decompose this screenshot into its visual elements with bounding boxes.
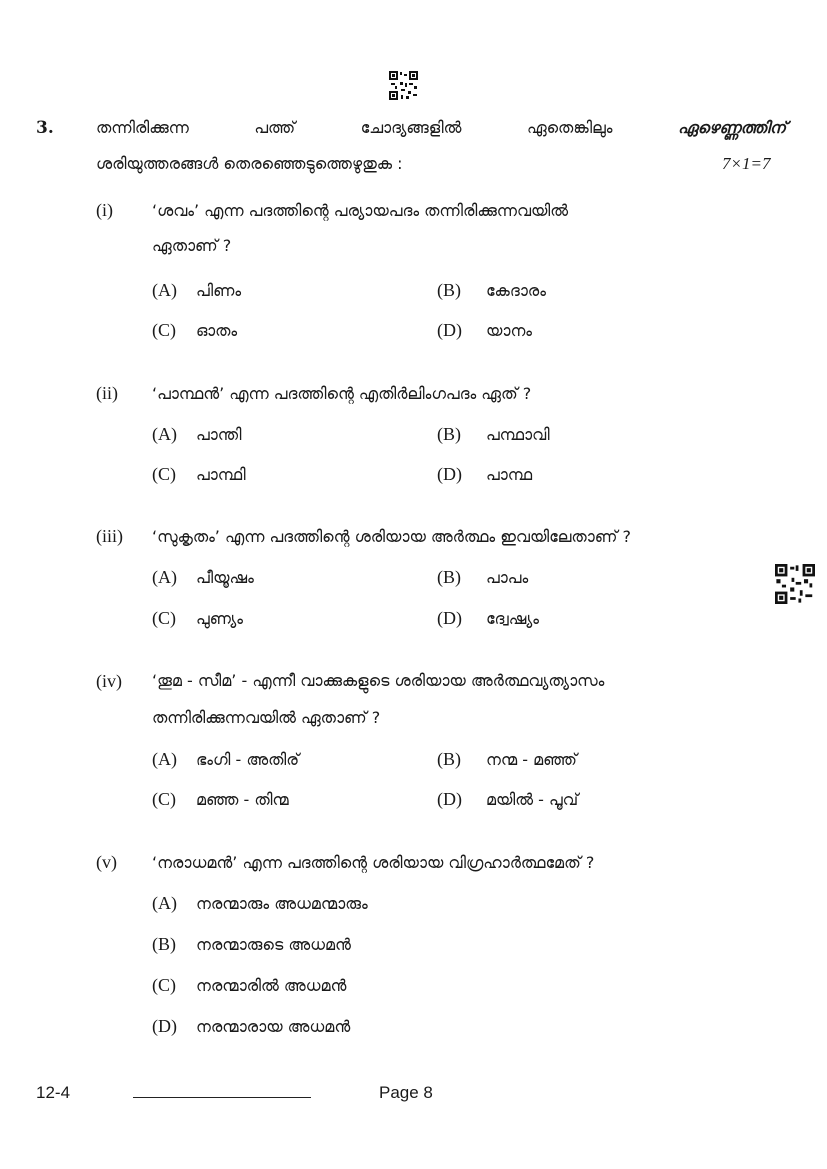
option-text: പന്ഥാവി [486, 425, 550, 444]
instruction-word: ഏതെങ്കിലും [526, 118, 613, 137]
option-text: പുണ്യം [196, 609, 243, 628]
option-text: നരന്മാരായ അധമൻ [196, 1017, 351, 1036]
option-label: (A) [152, 424, 177, 444]
paper-code: 12-4 [36, 1083, 71, 1102]
option-label: (A) [152, 893, 177, 913]
option-text: നരന്മാരുടെ അധമൻ [196, 935, 351, 954]
item-number: (iv) [96, 671, 122, 691]
footer-divider [133, 1097, 311, 1098]
option-label: (B) [437, 280, 461, 300]
option-text: നരന്മാരും അധമന്മാരും [196, 894, 368, 913]
instruction-word: തന്നിരിക്കുന്ന [96, 118, 189, 137]
instruction-word: പത്ത് [254, 118, 296, 137]
option-text: ഓതം [196, 321, 238, 340]
item-question-text: ‘തൂമ - സീമ’ - എന്നീ വാക്കുകളുടെ ശരിയായ അർത്ഥവ്യത്യാസം [152, 671, 605, 690]
item-question-text: ഏതാണ് ? [152, 236, 232, 255]
option-label: (B) [152, 934, 176, 954]
item-question-text: ‘ശവം’ എന്ന പദത്തിന്റെ പര്യായപദം തന്നിരിക്കുന്നവയിൽ [152, 201, 569, 220]
option-label: (C) [152, 320, 176, 340]
option-text: മയിൽ - പൂവ് [486, 790, 579, 809]
option-text: ഭംഗി - അതിര് [196, 750, 300, 769]
instruction-line-2: ശരിയുത്തരങ്ങൾ തെരഞ്ഞെടുത്തെഴുതുക : [96, 154, 403, 173]
option-text: നരന്മാരിൽ അധമൻ [196, 976, 347, 995]
option-label: (B) [437, 424, 461, 444]
option-text: നന്മ - മഞ്ഞ് [486, 750, 577, 769]
option-text: മഞ്ഞ - തിന്മ [196, 790, 289, 809]
option-text: പിണം [196, 281, 242, 300]
item-number: (iii) [96, 526, 123, 546]
option-label: (C) [152, 975, 176, 995]
option-label: (C) [152, 608, 176, 628]
qr-code-icon [389, 71, 418, 100]
option-text: പാന്ഥ [486, 465, 533, 484]
page-number: Page 8 [379, 1083, 433, 1102]
option-label: (A) [152, 749, 177, 769]
option-text: ദ്വേഷ്യം [486, 609, 540, 628]
option-text: പാന്ഥി [196, 465, 246, 484]
option-text: കേദാരം [486, 281, 546, 300]
option-label: (D) [437, 320, 462, 340]
instruction-emphasis: ഏഴെണ്ണത്തിന് [677, 118, 786, 137]
qr-code-icon [775, 564, 815, 604]
item-number: (ii) [96, 383, 118, 403]
option-label: (D) [437, 789, 462, 809]
option-label: (D) [437, 464, 462, 484]
item-question-text: തന്നിരിക്കുന്നവയിൽ ഏതാണ് ? [152, 708, 381, 727]
option-text: പാന്തി [196, 425, 242, 444]
option-label: (A) [152, 567, 177, 587]
option-label: (D) [437, 608, 462, 628]
option-text: പാപം [486, 568, 529, 587]
item-number: (v) [96, 852, 117, 872]
question-number: 3. [36, 118, 54, 138]
option-label: (C) [152, 464, 176, 484]
option-label: (B) [437, 749, 461, 769]
item-question-text: ‘പാന്ഥൻ’ എന്ന പദത്തിന്റെ എതിർലിംഗപദം ഏത് ? [152, 384, 532, 403]
option-label: (D) [152, 1016, 177, 1036]
option-text: യാനം [486, 321, 533, 340]
instruction-word: ചോദ്യങ്ങളിൽ [360, 118, 462, 137]
option-label: (A) [152, 280, 177, 300]
option-label: (B) [437, 567, 461, 587]
instruction-line-1 [96, 118, 786, 138]
item-question-text: ‘നരാധമൻ’ എന്ന പദത്തിന്റെ ശരിയായ വിഗ്രഹാർത്ഥമേത് ? [152, 853, 595, 872]
item-question-text: ‘സുകൃതം’ എന്ന പദത്തിന്റെ ശരിയായ അർത്ഥം ഇവയിലേതാണ് ? [152, 527, 631, 546]
item-number: (i) [96, 200, 113, 220]
option-label: (C) [152, 789, 176, 809]
marks-allocation: 7×1=7 [722, 154, 771, 173]
option-text: പീയൂഷം [196, 568, 254, 587]
